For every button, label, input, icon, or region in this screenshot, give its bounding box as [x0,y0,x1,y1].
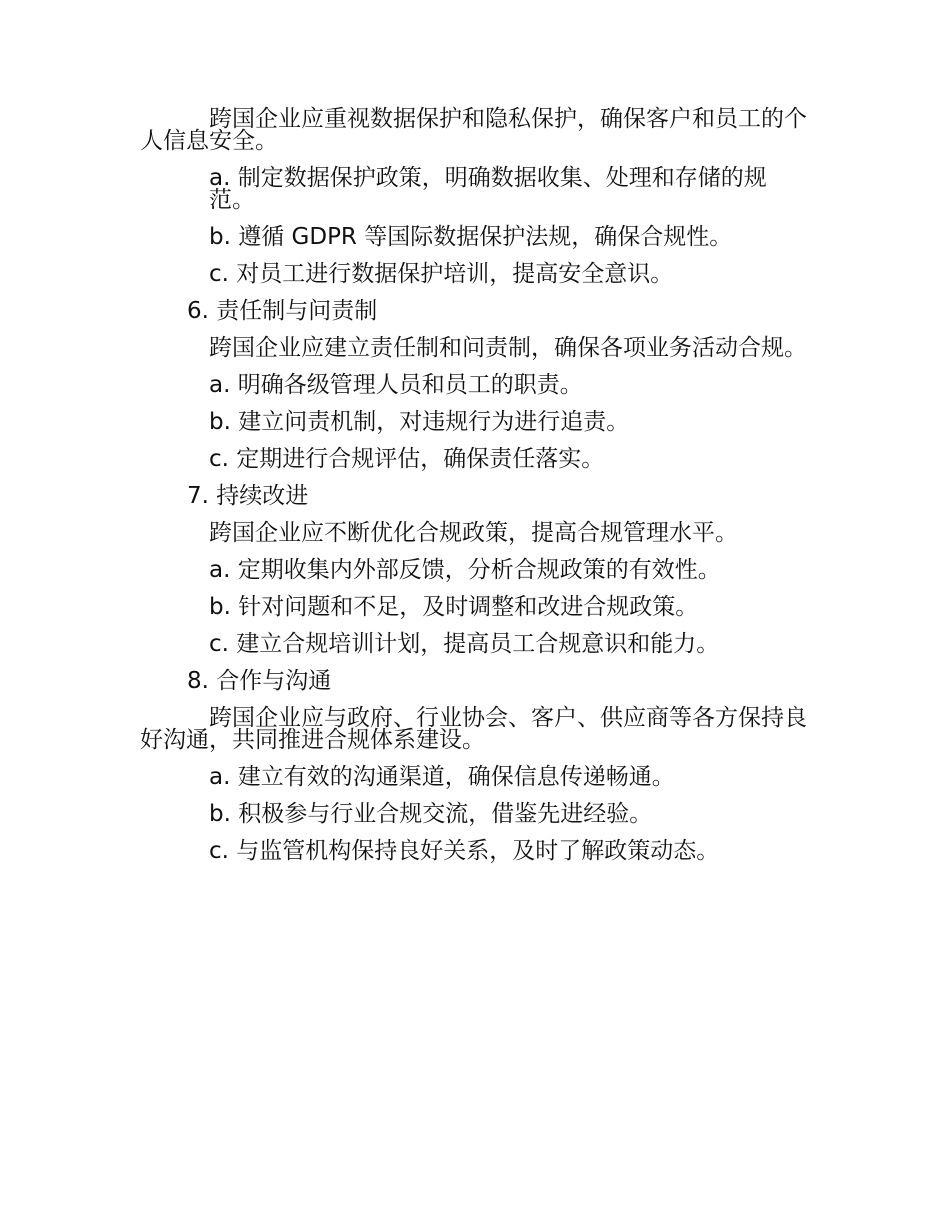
paragraph-continuous-improvement: 跨国企业应不断优化合规政策，提高合规管理水平。 [209,520,738,546]
list-item-data-protection-c: c. 对员工进行数据保护培训，提高安全意识。 [209,261,674,287]
list-item-data-protection-b: b. 遵循 GDPR 等国际数据保护法规，确保合规性。 [209,224,733,250]
paragraph-data-protection: 跨国企业应重视数据保护和隐私保护，确保客户和员工的个人信息安全。 [140,106,807,154]
section-heading-8: 8. 合作与沟通 [187,668,332,694]
list-item-responsibility-a: a. 明确各级管理人员和员工的职责。 [209,372,583,398]
list-item-cooperation-a: a. 建立有效的沟通渠道，确保信息传递畅通。 [209,764,675,790]
list-item-improvement-c: c. 建立合规培训计划，提高员工合规意识和能力。 [209,631,720,657]
list-item-responsibility-c: c. 定期进行合规评估，确保责任落实。 [209,446,605,472]
list-item-data-protection-a: a. 制定数据保护政策，明确数据收集、处理和存储的规范。 [209,165,767,213]
section-heading-7: 7. 持续改进 [187,483,309,509]
document-body [140,108,810,877]
list-item-improvement-a: a. 定期收集内外部反馈，分析合规政策的有效性。 [209,557,721,583]
list-item-improvement-b: b. 针对问题和不足，及时调整和改进合规政策。 [209,594,699,620]
paragraph-responsibility: 跨国企业应建立责任制和问责制，确保各项业务活动合规。 [209,335,807,361]
section-heading-6: 6. 责任制与问责制 [187,298,378,324]
list-item-cooperation-b: b. 积极参与行业合规交流，借鉴先进经验。 [209,801,653,827]
list-item-responsibility-b: b. 建立问责机制，对违规行为进行追责。 [209,409,630,435]
list-item-cooperation-c: c. 与监管机构保持良好关系，及时了解政策动态。 [209,838,720,864]
paragraph-cooperation: 跨国企业应与政府、行业协会、客户、供应商等各方保持良好沟通，共同推进合规体系建设。 [140,705,807,753]
